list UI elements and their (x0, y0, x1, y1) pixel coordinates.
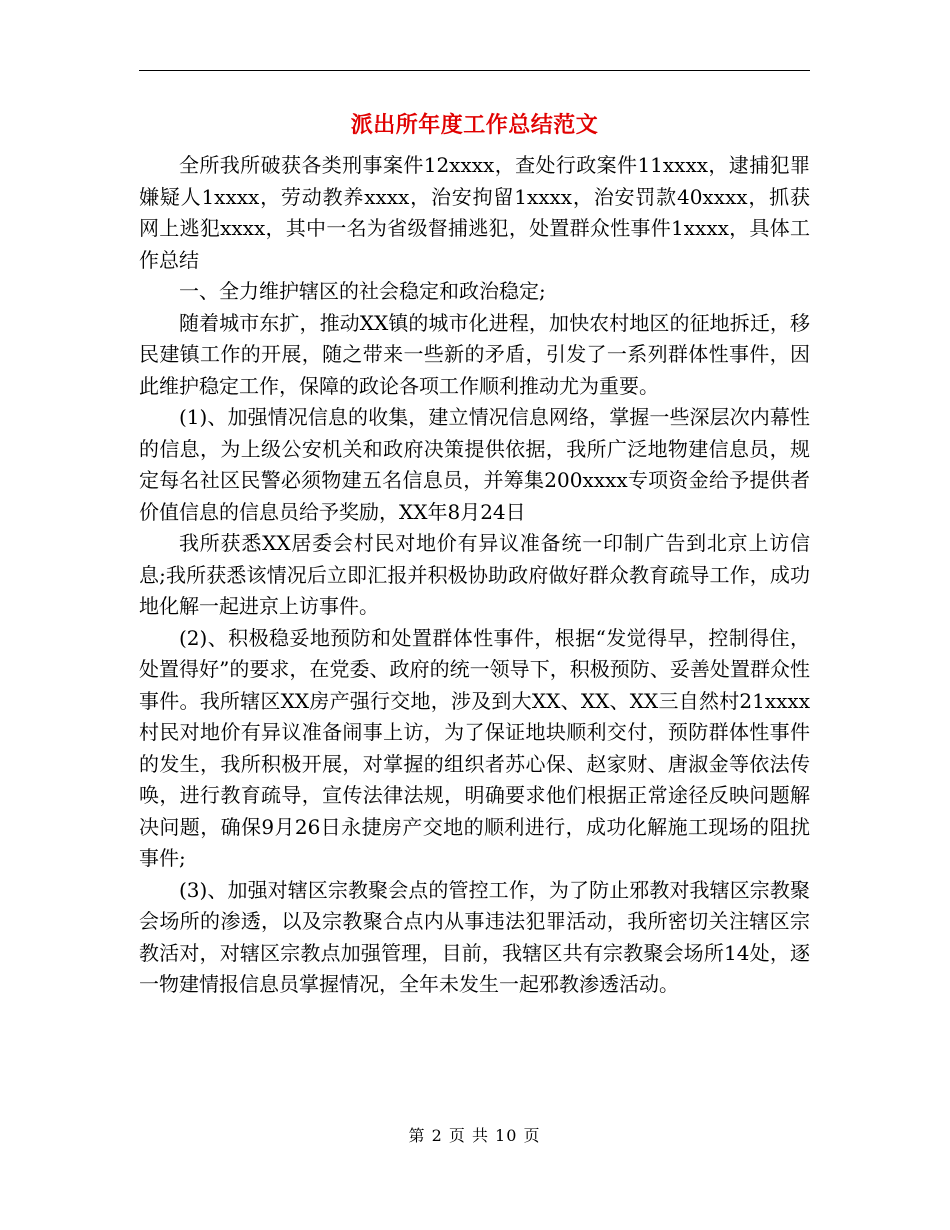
paragraph-item-3: (3)、加强对辖区宗教聚会点的管控工作，为了防止邪教对我辖区宗教聚会场所的渗透，以及宗教聚合点内从事违法犯罪活动，我所密切关注辖区宗教活对，对辖区宗教点加强管理，目前，我辖区共有宗教聚会场所14处，逐一物建情报信息员掌握情况，全年未发生一起邪教渗透活动。 (139, 877, 810, 996)
document-title: 派出所年度工作总结范文 (350, 113, 599, 138)
header-rule (139, 70, 810, 71)
paragraph-section-heading: 一、全力维护辖区的社会稳定和政治稳定; (179, 279, 546, 303)
paragraph-summary: 全所我所破获各类刑事案件12xxxx，查处行政案件11xxxx，逮捕犯罪嫌疑人1xxxx，劳动教养xxxx，治安拘留1xxxx，治安罚款40xxxx，抓获网上逃犯xxxx，其中一名为省级督捕逃犯，处置群众性事件1xxxx，具体工作总结 (139, 153, 810, 272)
paragraph-background: 随着城市东扩，推动XX镇的城市化进程，加快农村地区的征地拆迁，移民建镇工作的开展，随之带来一些新的矛盾，引发了一系列群体性事件，因此维护稳定工作，保障的政论各项工作顺利推动尤为重要。 (139, 310, 810, 398)
paragraph-item-1: (1)、加强情况信息的收集，建立情况信息网络，掌握一些深层次内幕性的信息，为上级公安机关和政府决策提供依据，我所广泛地物建信息员，规定每名社区民警必须物建五名信息员，并筹集200xxxx专项资金给予提供者价值信息的信息员给予奖励，XX年8月24日 (139, 405, 810, 524)
paragraph-item-2: (2)、积极稳妥地预防和处置群体性事件，根据“发觉得早，控制得住，处置得好”的要求，在党委、政府的统一领导下，积极预防、妥善处置群众性事件。我所辖区XX房产强行交地，涉及到大XX、XX、XX三自然村21xxxx村民对地价有异议准备闹事上访，为了保证地块顺利交付，预防群体性事件的发生，我所积极开展，对掌握的组织者苏心保、赵家财、唐淑金等依法传唤，进行教育疏导，宣传法律法规，明确要求他们根据正常途径反映问题解决问题，确保9月26日永捷房产交地的顺利进行，成功化解施工现场的阻扰事件; (139, 625, 810, 870)
paragraph-item-1-continued: 我所获悉XX居委会村民对地价有异议准备统一印制广告到北京上访信息;我所获悉该情况后立即汇报并积极协助政府做好群众教育疏导工作，成功地化解一起进京上访事件。 (139, 531, 810, 618)
page-number-footer: 第 2 页 共 10 页 (408, 1126, 541, 1145)
document-body (139, 150, 810, 1001)
